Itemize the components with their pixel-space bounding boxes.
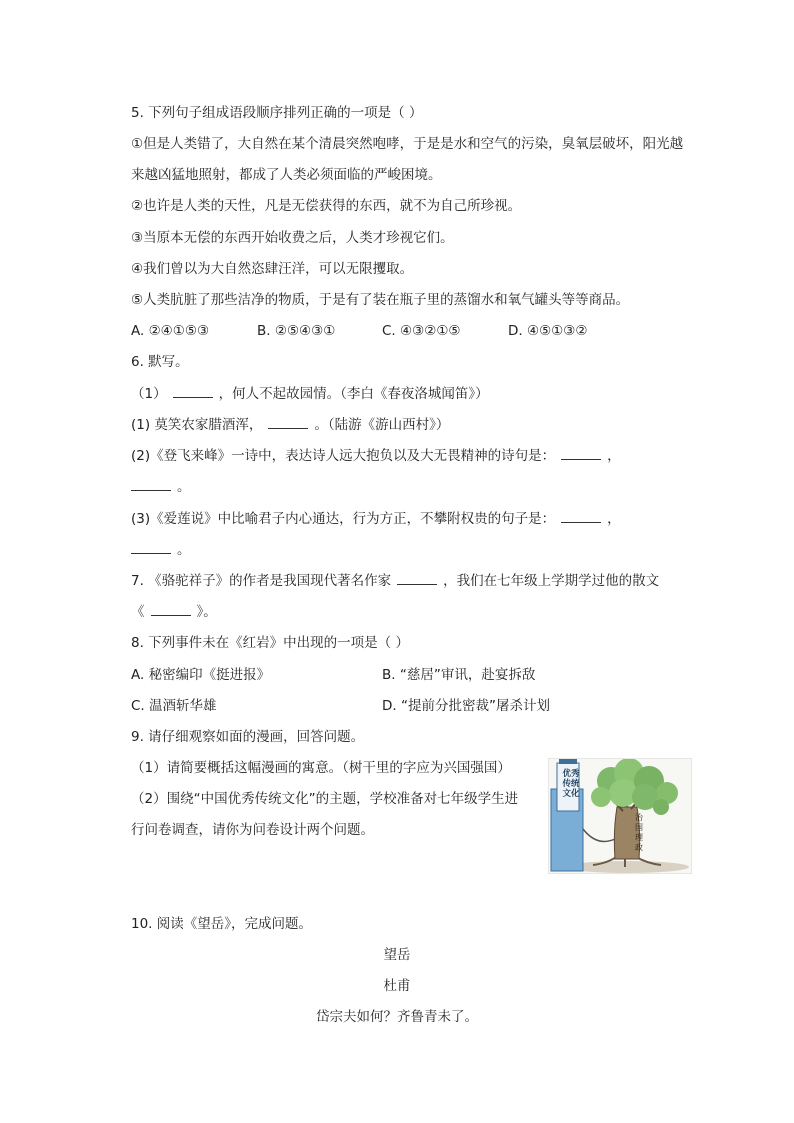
q7-line-2	[131, 603, 217, 621]
q5-sentence-1a: ①但是人类错了，大自然在某个清晨突然咆哮，于是是水和空气的污染，臭氧层破坏，阳光越	[131, 136, 684, 152]
q6-line-3-comma: ，	[607, 448, 621, 464]
q6-line-3-cont	[131, 478, 191, 496]
answer-blank[interactable]	[131, 478, 171, 491]
q6-line-4-comma: ，	[607, 511, 621, 527]
answer-blank[interactable]	[397, 572, 437, 585]
trunk-text: 政	[635, 843, 643, 852]
q5-option-b[interactable]: B. ②⑤④③①	[257, 323, 336, 339]
q8-stem: 8. 下列事件未在《红岩》中出现的一项是（ ）	[131, 635, 409, 651]
trunk-text: 治	[635, 813, 643, 822]
q8-option-a[interactable]: A. 秘密编印《挺进报》	[131, 667, 271, 683]
q5-option-c[interactable]: C. ④③②①⑤	[382, 323, 461, 339]
q9-part-2b: 行问卷调查，请你为问卷设计两个问题。	[131, 822, 374, 838]
q7-line-1	[131, 572, 659, 590]
poem-author: 杜甫	[383, 978, 411, 994]
q7-line-2-suffix: 》。	[196, 604, 217, 620]
q6-line-3-prefix: (2)《登飞来峰》一诗中，表达诗人远大抱负以及大无畏精神的诗句是：	[131, 448, 556, 464]
q5-option-d[interactable]: D. ④⑤①③②	[508, 323, 588, 339]
q5-sentence-2: ②也许是人类的天性，凡是无偿获得的东西，就不为自己所珍视。	[131, 198, 522, 214]
q6-line-2-prefix: (1) 莫笑农家腊酒浑，	[131, 417, 263, 433]
q6-line-1-prefix: （1）	[131, 386, 167, 402]
bottle-text: 传统	[562, 779, 580, 789]
q6-line-3	[131, 447, 621, 465]
q7-line-2-prefix: 《	[131, 604, 145, 620]
q6-line-1-suffix: ，何人不起故园情。（李白《春夜洛城闻笛》）	[218, 386, 489, 402]
q6-line-2-suffix: 。（陆游《游山西村》）	[314, 417, 450, 433]
q5-option-a[interactable]: A. ②④①⑤③	[131, 323, 210, 339]
q7-line-1-prefix: 7. 《骆驼祥子》的作者是我国现代著名作家	[131, 573, 392, 589]
q7-line-1-suffix: ，我们在七年级上学期学过他的散文	[443, 573, 660, 589]
q5-stem: 5. 下列句子组成语段顺序排列正确的一项是（ ）	[131, 105, 423, 121]
cartoon-image	[548, 758, 692, 874]
q6-stem: 6. 默写。	[131, 354, 189, 370]
q6-line-2	[131, 416, 449, 434]
poem-line-1: 岱宗夫如何？齐鲁青未了。	[316, 1009, 478, 1025]
q5-sentence-4: ④我们曾以为大自然恣肆汪洋，可以无限攫取。	[131, 261, 414, 277]
q8-option-c[interactable]: C. 温酒斩华雄	[131, 698, 217, 714]
q6-line-4-prefix: (3)《爱莲说》中比喻君子内心通达，行为方正，不攀附权贵的句子是：	[131, 511, 556, 527]
answer-blank[interactable]	[561, 510, 601, 523]
answer-blank[interactable]	[173, 385, 213, 398]
q9-stem: 9. 请仔细观察如面的漫画，回答问题。	[131, 729, 365, 745]
q8-option-d[interactable]: D. “提前分批密裁”屠杀计划	[382, 698, 550, 714]
answer-blank[interactable]	[151, 603, 191, 616]
q5-sentence-1b: 来越凶猛地照射，都成了人类必须面临的严峻困境。	[131, 167, 442, 183]
q10-stem: 10. 阅读《望岳》，完成问题。	[131, 916, 313, 932]
cartoon-bottle-label	[561, 769, 581, 799]
q6-line-1	[131, 385, 489, 403]
answer-blank[interactable]	[561, 447, 601, 460]
trunk-text: 理	[635, 833, 643, 842]
q6-line-4-cont	[131, 541, 191, 559]
q9-part-2a: （2）围绕“中国优秀传统文化”的主题，学校准备对七年级学生进	[131, 791, 519, 807]
trunk-text: 国	[635, 823, 643, 832]
q5-sentence-5: ⑤人类肮脏了那些洁净的物质，于是有了装在瓶子里的蒸馏水和氧气罐头等等商品。	[131, 292, 630, 308]
answer-blank[interactable]	[131, 541, 171, 554]
answer-blank[interactable]	[268, 416, 308, 429]
bottle-text: 文化	[562, 789, 580, 799]
q8-option-b[interactable]: B. “慈居”审讯，赴宴拆敌	[382, 667, 536, 683]
q6-line-4	[131, 510, 621, 528]
q6-line-4-end: 。	[177, 542, 191, 558]
q6-line-3-end: 。	[177, 479, 191, 495]
q9-part-1: （1）请简要概括这幅漫画的寓意。（树干里的字应为兴国强国）	[131, 760, 511, 776]
bottle-text: 优秀	[562, 769, 580, 779]
poem-title: 望岳	[383, 947, 411, 963]
cartoon-trunk-label	[631, 813, 647, 853]
q5-sentence-3: ③当原本无偿的东西开始收费之后，人类才珍视它们。	[131, 230, 454, 246]
